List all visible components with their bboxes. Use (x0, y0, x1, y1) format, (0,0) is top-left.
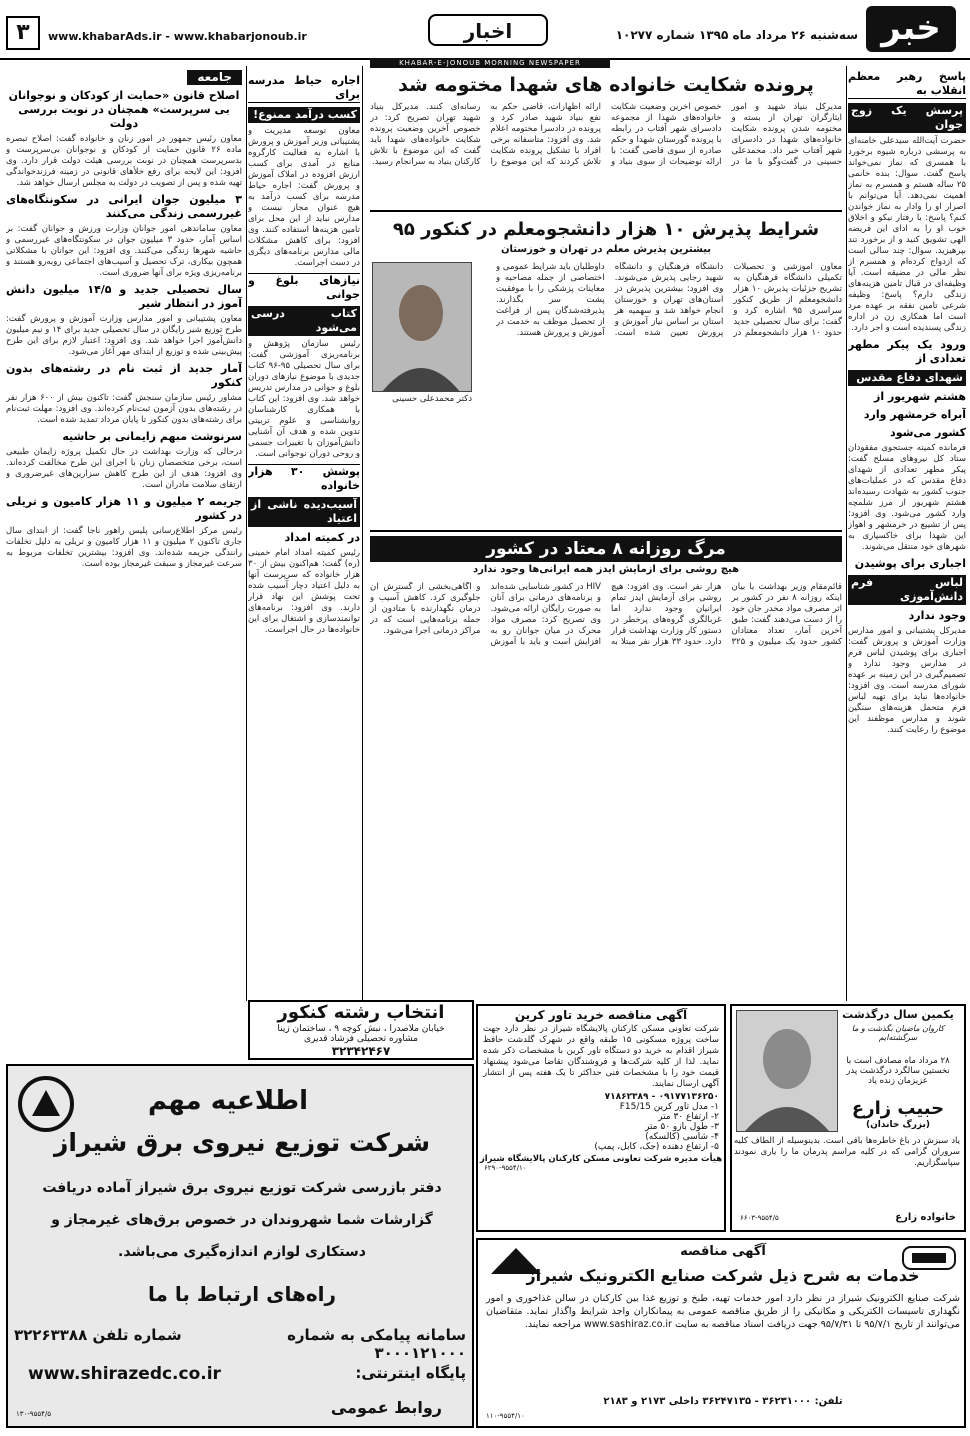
section-title: اخبار (428, 14, 548, 46)
ad-sms-number: سامانه پیامکی به شماره ۳۰۰۰۱۲۱۰۰۰ (287, 1326, 466, 1362)
ad-item: ۴- شاسی (کالسکه) (645, 1132, 719, 1142)
ad-phone: تلفن: ۳۶۲۳۱۰۰۰ - ۳۶۲۴۷۱۳۵ داخلی ۲۱۷۳ و ۲۱۸۳ (603, 1396, 843, 1407)
article-body: رئیس مرکز اطلاع‌رسانی پلیس راهور ناجا گفت: از ابتدای سال جاری تاکنون ۲ میلیون و ۱۱ هزار کامیون و تریلی به دلیل تخلفات رانندگی جریمه شده‌اند. وی افزود: بیشترین تخلفات مربوط به سرعت غیرمجاز و سبقت غیرمجاز بوده است. (6, 526, 242, 569)
obit-nick: (بزرگ خاندان) (866, 1120, 930, 1130)
article-body: رئیس کمیته امداد امام خمینی (ره) گفت: هم‌اکنون بیش از ۳۰ هزار خانواده که سرپرست آنها به دلیل اعتیاد دچار آسیب شده تحت پوشش این نهاد قرار دارند. وی افزود: برنامه‌های توانمندسازی و اشتغال برای این خانواده‌ها در حال اجراست. (248, 548, 360, 635)
obituary-ad (730, 1004, 966, 1232)
ad-footer: روابط عمومی (330, 1398, 442, 1417)
headline: آسیب‌دیده ناشی از اعتیاد (248, 497, 360, 527)
ad-advisor: مشاوره تحصیلی فرشاد قدیری (304, 1034, 418, 1044)
lead-headline: پرونده شکایت خانواده های شهدا مختومه شد (398, 74, 814, 96)
obit-title: یکمین سال درگذشت (842, 1008, 954, 1021)
ad-title: انتخاب رشته کنکور (277, 1002, 445, 1023)
article-body: معاون ساماندهی امور جوانان وزارت ورزش و جوانان گفت: بر اساس آمار، حدود ۳ میلیون جوان در سکونتگاه‌های غیررسمی و حاشیه شهرها زندگی می‌کنند. وی افزود: این جوانان با مشکلاتی همچون بیکاری، ترک تحصیل و آسیب‌های اجتماعی روبه‌رو هستند و برنامه‌ریزی ویژه برای آنها ضروری است. (6, 224, 242, 278)
person-photo-icon (372, 263, 471, 392)
article-body: درحالی که وزارت بهداشت در حال تکمیل پروژه زایمان طبیعی است، برخی متخصصان زنان با اجرای این طرح مخالفت کرده‌اند. وی افزود: هدف از این طرح کاهش سزارین‌های غیرضروری و ارتقای سلامت مادران است. (6, 447, 242, 490)
electric-company-ad (6, 1064, 474, 1428)
article-body: مشاور رئیس سازمان سنجش گفت: تاکنون بیش از ۶۰۰ هزار نفر در رشته‌های بدون آزمون ثبت‌نام کرده‌اند. وی افزود: مهلت ثبت‌نام برای رشته‌های بدون کنکور تا پایان مرداد تمدید شده است. (6, 393, 242, 425)
ad-line: دستکاری لوازم اندازه‌گیری می‌باشد. (118, 1244, 366, 1260)
article-body: معاون پشتیبانی و امور مدارس وزارت آموزش و پرورش گفت: طرح توزیع شیر رایگان در سال تحصیلی جدید برای ۱۴ و نیم میلیون دانش‌آموز اجرا خواهد شد. وی افزود: اعتبار لازم برای این طرح پیش‌بینی شده و توزیع از ابتدای مهر آغاز می‌شود. (6, 314, 242, 357)
headline: هشتم شهریور از (874, 390, 966, 403)
ad-contact-heading: راه‌های ارتباط با ما (147, 1282, 336, 1306)
headline: ۳ میلیون جوان ایرانی در سکونتگاه‌های غیررسمی زندگی می‌کنند (6, 193, 242, 220)
society-column (6, 70, 242, 1030)
tender-ad-tower-crane (476, 1004, 726, 1232)
headline: آمار جدید از ثبت نام در رشته‌های بدون کنکور (6, 362, 242, 389)
headline: شهدای دفاع مقدس (848, 370, 966, 386)
tender-ad-electronics (476, 1238, 966, 1428)
obit-name: حبیب زارع (851, 1098, 945, 1119)
ad-line: گزارشات شما شهروندان در خصوص برق‌های غیرمجاز و (51, 1212, 433, 1228)
article-body: حضرت آیت‌الله سیدعلی خامنه‌ای به پرسشی درباره شیوه برخورد با همسری که نماز نمی‌خواند پاسخ گفت. سوال: بنده خانمی ۲۵ ساله هستم و همسرم به نماز اهمیت نمی‌دهد. آیا می‌توانم با اصرار او را وادار به نماز خواندن کنم؟ پاسخ: با رفتار نیکو و اخلاق خوب او را به ادای این فریضه الهی تشویق کنید و از برخورد تند بپرهیزید. سوال: چند سالی است که ازدواج کرده‌ام و همسرم از نظر مالی در مضیقه است. آیا وظیفه‌ای در قبال تامین هزینه‌های زندگی دارم؟ پاسخ: وظیفه شرعی تامین نفقه بر عهده مرد است اما همکاری زن در اداره زندگی پسندیده است و اجر دارد. (848, 136, 966, 333)
headline: لباس فرم دانش‌آموزی (848, 575, 966, 605)
ad-code: ۶۲۹۰-۹۵۵۴/۱۰ (484, 1164, 527, 1172)
headline: پرسش یک زوج جوان (848, 103, 966, 133)
ad-address: خیابان ملاصدرا ، نبش کوچه ۹ ، ساختمان زینا (277, 1024, 445, 1034)
obit-family: خانواده زارع (895, 1212, 956, 1223)
masthead (0, 0, 970, 60)
headline: سال تحصیلی جدید و ۱۴/۵ میلیون دانش آموز در انتظار شیر (6, 283, 242, 310)
article-body: رئیس سازمان پژوهش و برنامه‌ریزی آموزشی گفت: برای سال تحصیلی ۹۵-۹۶ کتاب جدیدی با موضوع نیازهای دوران بلوغ و جوانی در مدارس تدریس خواهد شد. وی افزود: این کتاب با همکاری کارشناسان روانشناسی و علوم تربیتی تدوین شده و هدف آن آشنایی دانش‌آموزان با تغییرات جسمی و روحی دوران نوجوانی است. (248, 339, 360, 459)
lead-article-body: مدیرکل بنیاد شهید و امور ایثارگران تهران از بسته و مختومه شدن پرونده شکایت خانواده‌های شهدا در دادسرای شهر آفتاب خبر داد. محمدعلی حسینی در گفت‌وگو با ما در خصوص آخرین وضعیت شکایت خانواده‌های شهدا از مجموعه دادسرای شهر آفتاب در رابطه با پرونده گورستان شهدا و حکم صادره از سوی قاضی گفت: با ارائه توضیحات از سوی بنیاد و ارائه اظهارات، قاضی حکم به نفع بنیاد شهید صادر کرد و پرونده در دادسرا مختومه اعلام شد. وی افزود: متاسفانه برخی افراد با تشکیل پرونده شکایت تلاش کردند که این موضوع را رسانه‌ای کنند. مدیرکل بنیاد شهید تهران تصریح کرد: در خصوص آخرین وضعیت پرونده شکایت خانواده‌های شهدا باید گفت که این موضوع با تلاش کارکنان بنیاد به سرانجام رسید. (370, 102, 842, 167)
ad-footer: هیأت مدیره شرکت تعاونی مسکن کارکنان پالایشگاه شیراز (479, 1154, 723, 1164)
column-divider (846, 66, 847, 1001)
headline: اصلاح قانون «حمایت از کودکان و نوجوانان بی سرپرست» همچنان در نوبت بررسی دولت (8, 89, 240, 130)
ad-item: ۵- ارتفاع دهنده (جک، کابل، پمپ) (594, 1142, 719, 1152)
divider (370, 530, 842, 532)
divider (370, 210, 842, 212)
ad-web-label: پایگاه اینترنتی: (355, 1364, 466, 1382)
ad-item: ۱- مدل تاور کرین F15/15 (619, 1102, 719, 1112)
headline: پوشش ۳۰ هزار خانواده (248, 465, 360, 492)
deceased-photo (736, 1010, 838, 1132)
article-body: معاون توسعه مدیریت و پشتیبانی وزیر آموزش و پرورش با اشاره به فعالیت کارگروه منابع در آمدی برای کسب ارزش افزوده در املاک آموزش و پرورش گفت: اجاره حیاط مدرسه برای کسب درآمد به هیچ عنوان مجاز نیست و مدارس نباید از این محل برای تامین هزینه‌ها استفاده کنند. وی افزود: برای کاهش مشکلات مالی مدارس برنامه‌های دیگری در دست اجراست. (248, 126, 360, 268)
ad-code: ۱۳۰-۹۵۵۴/۵ (16, 1410, 51, 1418)
headline: ورود یک پیکر مطهر تعدادی از (848, 338, 966, 365)
column-divider (362, 66, 363, 1001)
page-number: ۳ (6, 16, 40, 50)
news-column (248, 70, 360, 1000)
ad-body: شرکت تعاونی مسکن کارکنان پالایشگاه شیراز در نظر دارد جهت ساخت پروژه مسکونی ۱۵ طبقه واقع در شهرک گلدشت حافظ شیراز اقدام به خرید دو دستگاه تاور کرین با مشخصات ذکر شده نماید. لذا از کلیه شرکت‌ها و فروشندگان تقاضا می‌شود پیشنهاد قیمت خود را با مشخصات فنی حداکثر تا یک هفته پس از انتشار آگهی ارسال نمایند. (483, 1024, 720, 1089)
right-column (848, 66, 966, 1001)
story-headline: مرگ روزانه ۸ معتاد در کشور (370, 536, 842, 562)
ad-item: ۲- ارتفاع ۳۰ متر (658, 1112, 719, 1122)
headline: نیازهای بلوغ و جوانی (248, 274, 360, 301)
article-body: مدیرکل پشتیبانی و امور مدارس وزارت آموزش و پرورش گفت: اجباری برای پوشیدن لباس فرم در مدارس وجود ندارد و تصمیم‌گیری در این زمینه بر عهده شورای مدرسه است. وی افزود: خانواده‌ها نباید برای تهیه لباس فرم متحمل هزینه‌های سنگین شوند و مدارس موظفند این موضوع را رعایت کنند. (848, 626, 966, 735)
obit-text: یاد سبزش در باغ خاطره‌ها باقی است. بدینوسیله از الطاف کلیه سروران گرامی که در کلیه مراسم پدرمان ما را یاری نمودند سپاسگزاریم. (734, 1136, 960, 1168)
headline: کشور می‌شود (890, 426, 966, 439)
obit-text: ۲۸ مرداد ماه مصادف است با نخستین سالگرد درگذشت پدر عزیزمان زنده یاد (846, 1056, 950, 1086)
headline: کتاب درسی می‌شود (248, 306, 360, 336)
story-subheadline: هیچ روشی برای آزمایش ایدز همه ایرانی‌ها وجود ندارد (472, 564, 740, 575)
konkur-ad (248, 1000, 474, 1060)
headline: اجاره حیاط مدرسه برای (248, 74, 360, 101)
ad-phone: ۰۹۱۷۷۱۳۶۲۵۰ - ۷۱۸۶۲۳۸۹ (604, 1092, 719, 1102)
morning-newspaper-strip: KHABAR-E-JONOUB MORNING NEWSPAPER (370, 58, 610, 68)
story-body: معاون آموزشی و تحصیلات تکمیلی دانشگاه فرهنگیان به تشریح جزئیات پذیرش ۱۰ هزار دانشجومعلم از طریق کنکور سراسری ۹۵ اشاره کرد و گفت: برای سال تحصیلی جدید حدود ۱۰ هزار دانشجومعلم در دانشگاه فرهنگیان و دانشگاه شهید رجایی پذیرش می‌شوند. وی افزود: بیشترین پذیرش در استان‌های تهران و خوزستان انجام خواهد شد و سهمیه هر استان بر اساس نیاز آموزش و پرورش تعیین شده است. داوطلبان باید شرایط عمومی و اختصاصی از جمله مصاحبه و معاینات پزشکی را با موفقیت پشت سر بگذارند. پذیرفته‌شدگان پس از فراغت از تحصیل موظف به خدمت در آموزش و پرورش هستند. (496, 262, 842, 338)
ad-subtitle: خدمات به شرح ذیل شرکت صنایع الکترونیک شیراز (526, 1266, 920, 1285)
headline: جریمه ۲ میلیون و ۱۱ هزار کامیون و تریلی در کشور (6, 495, 242, 522)
headline: آبراه خرمشهر وارد (863, 408, 966, 421)
headline: سرنوشت مبهم زایمانی بر حاشیه (62, 430, 242, 443)
ad-title: آگهی مناقصه (680, 1244, 766, 1259)
ad-code: ۶۶۰۳-۹۵۵۴/۵ (740, 1214, 779, 1222)
newspaper-logo: خبر (866, 6, 956, 52)
section-tag: جامعه (187, 70, 242, 85)
column-divider (246, 66, 247, 1001)
story-headline: شرایط پذیرش ۱۰ هزار دانشجومعلم در کنکور ۹۵ (392, 219, 820, 240)
ad-body: شرکت صنایع الکترونیک شیراز در نظر دارد امور خدمات تهیه، طبخ و توزیع غذا بین کارکنان در سالن غذاخوری و امور نگهداری تاسیسات الکتریکی و مکانیکی را از طریق مناقصه عمومی به پیمانکاران واجد شرایط واگذار نماید. متقاضیان می‌توانند از تاریخ ۹۵/۷/۱ تا ۹۵/۷/۳۱ جهت دریافت اسناد مناقصه به سایت www.sashiraz.co.ir مراجعه نمایند. (486, 1293, 960, 1330)
headline: در کمیته امداد (284, 531, 360, 544)
issue-date: سه‌شنبه ۲۶ مرداد ماه ۱۳۹۵ شماره ۱۰۲۷۷ (615, 28, 858, 42)
headline: کسب درآمد ممنوع! (248, 107, 360, 123)
article-body: فرمانده کمیته جستجوی مفقودان ستاد کل نیروهای مسلح گفت: پیکر مطهر تعدادی از شهدای دفاع مقدس که در عملیات‌های جنوب کشور به شهادت رسیده‌اند هشتم شهریور از مرز شلمچه وارد کشور می‌شود. وی افزود: پس از تشییع در خرمشهر و اهواز این شهدا برای خاکسپاری به شهرهای خود منتقل می‌شوند. (848, 443, 966, 552)
ad-title: اطلاعیه مهم (148, 1086, 308, 1116)
ad-phone: شماره تلفن ۳۲۲۶۳۳۸۸ (14, 1326, 182, 1344)
story-subheadline: بیشترین پذیرش معلم در تهران و خوزستان (500, 244, 712, 255)
company-name: شرکت توزیع نیروی برق شیراز (53, 1128, 431, 1157)
ad-line: دفتر بازرسی شرکت توزیع نیروی برق شیراز آماده دریافت (42, 1180, 442, 1196)
headline: وجود ندارد (908, 609, 966, 622)
person-photo-icon (737, 1011, 837, 1131)
ad-code: ۱۱۰-۹۵۵۴/۱۰ (486, 1412, 525, 1420)
story-body: قائم‌مقام وزیر بهداشت با بیان اینکه روزانه ۸ نفر در کشور بر اثر مصرف مواد مخدر جان خود را از دست می‌دهند گفت: طبق آخرین آمار، تعداد معتادان کشور حدود یک میلیون و ۳۲۵ هزار نفر است. وی افزود: هیچ روشی برای آزمایش ایدز تمام ایرانیان وجود ندارد اما غربالگری گروه‌های پرخطر در دستور کار وزارت بهداشت قرار دارد. حدود ۳۳ هزار نفر مبتلا به HIV در کشور شناسایی شده‌اند و برنامه‌های درمانی برای آنان به صورت رایگان ارائه می‌شود. وی تصریح کرد: مصرف مواد محرک در میان جوانان رو به افزایش است و باید با آموزش و آگاهی‌بخشی از گسترش آن جلوگیری کرد. کاهش آسیب و درمان نگهدارنده با متادون از جمله برنامه‌هایی است که در مراکز درمانی اجرا می‌شود. (370, 582, 842, 647)
portrait-photo (372, 262, 472, 392)
obit-verse: کاروان ماضیان بگذشت و ما سرگشته‌ایم (851, 1024, 945, 1042)
ad-item: ۳- طول بازو ۵۰ متر (644, 1122, 719, 1132)
article-body: معاون رئیس جمهور در امور زنان و خانواده گفت: اصلاح تبصره ماده ۲۶ قانون حمایت از کودکان و نوجوانان بی‌سرپرست و بدسرپرست همچنان در نوبت بررسی هیئت دولت قرار دارد. وی افزود: این لایحه برای رفع خلأهای قانونی در زمینه فرزندخواندگی تهیه شده و پس از تصویب در دولت به مجلس ارسال خواهد شد. (6, 134, 242, 188)
company-logo-icon (18, 1076, 74, 1132)
ad-title: آگهی مناقصه خرید تاور کرین (514, 1008, 688, 1022)
website-urls[interactable]: www.khabarAds.ir - www.khabarjonoub.ir (48, 30, 307, 43)
ad-phone: ۳۲۳۴۲۴۶۷ (331, 1044, 391, 1058)
ad-website-link[interactable]: www.shirazedc.co.ir (28, 1364, 221, 1384)
headline: اجباری برای پوشیدن (854, 557, 966, 570)
headline: پاسخ رهبر معظم انقلاب به (848, 70, 966, 97)
photo-caption: دکتر محمدعلی حسینی (392, 394, 472, 404)
